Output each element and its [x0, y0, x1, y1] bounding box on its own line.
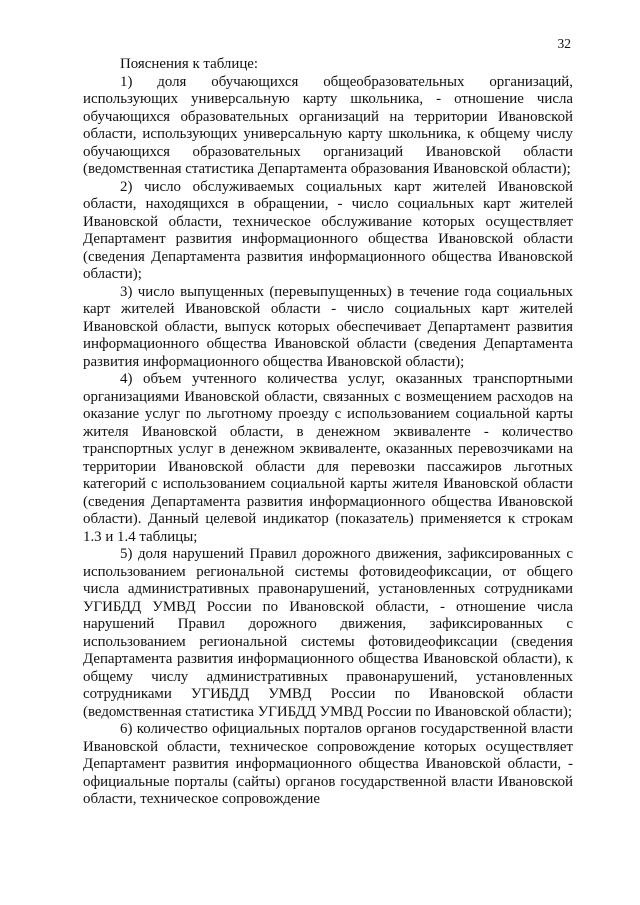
- paragraph-6: 6) количество официальных порталов органов государственной власти Ивановской области, техническое сопровождение которых осуществляет Департамент развития информационного общества Ивановской области, - официальные порталы (сайты) органов государственной власти Ивановской области, техническое сопровождение: [83, 721, 573, 807]
- section-heading: Пояснения к таблице:: [120, 56, 259, 72]
- paragraph-1: 1) доля обучающихся общеобразовательных организаций, использующих универсальную карту школьника, - отношение числа обучающихся образовательных организаций на территории Ивановской области, использующих универсальную карту школьника, к общему числу обучающихся образовательных организаций Ивановской области (ведомственная статистика Департамента образования Ивановской области);: [83, 73, 573, 177]
- paragraph-2: 2) число обслуживаемых социальных карт жителей Ивановской области, находящихся в обращении, - число социальных карт жителей Ивановской области, техническое обслуживание которых осуществляет Департамент развития информационного общества Ивановской области (сведения Департамента развития информационного общества Ивановской области);: [83, 178, 573, 282]
- paragraph-3: 3) число выпущенных (перевыпущенных) в течение года социальных карт жителей Ивановской области - число социальных карт жителей Ивановской области, выпуск которых обеспечивает Департамент развития информационного общества Ивановской области (сведения Департамента развития информационного общества Ивановской области);: [83, 283, 573, 370]
- paragraph-5: 5) доля нарушений Правил дорожного движения, зафиксированных с использованием региональной системы фотовидеофиксации, от общего числа административных правонарушений, установленных сотрудниками УГИБДД УМВД России по Ивановской области, - отношение числа нарушений Правил дорожного движения, зафиксированных с использованием региональной системы фотовидеофиксации (сведения Департамента развития информационного общества Ивановской области), к общему числу административных правонарушений, установленных сотрудниками УГИБДД УМВД России по Ивановской области (ведомственная статистика УГИБДД УМВД России по Ивановской области);: [83, 546, 573, 720]
- page-number: 32: [557, 36, 571, 51]
- document-body: [83, 56, 573, 809]
- paragraph-4: 4) объем учтенного количества услуг, оказанных транспортными организациями Ивановской области, связанных с возмещением расходов на оказание услуг по льготному проезду с использованием социальной карты жителя Ивановской области, в денежном эквиваленте - количество транспортных услуг в денежном эквиваленте, оказанных перевозчиками на территории Ивановской области для перевозки пассажиров льготных категорий с использованием социальной карты жителя Ивановской области (сведения Департамента развития информационного общества Ивановской области). Данный целевой индикатор (показатель) применяется к строкам 1.3 и 1.4 таблицы;: [83, 371, 573, 545]
